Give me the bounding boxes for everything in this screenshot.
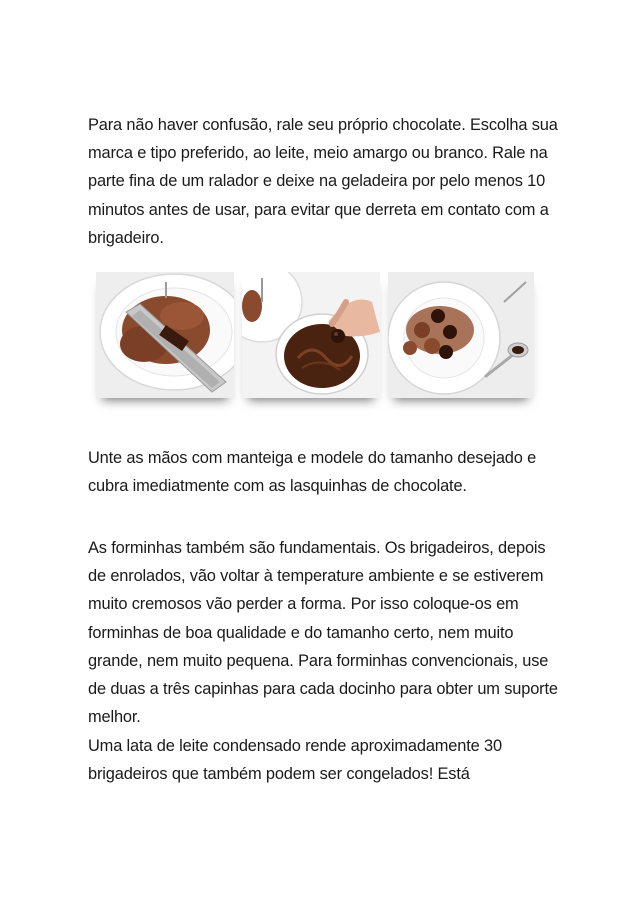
grated-chocolate-image (96, 272, 234, 398)
photo-grated-chocolate (96, 272, 234, 398)
melted-chocolate-image (242, 272, 380, 398)
paragraph-yield: Uma lata de leite condensado rende aproximadamente 30 brigadeiros que também podem ser congelados! Está (88, 737, 502, 784)
photo-brigadeiros-plate (388, 272, 534, 398)
paragraph-shape-brigadeiro: Unte as mãos com manteiga e modele do tamanho desejado e cubra imediatmente com as lasquinhas de chocolate. (88, 449, 537, 496)
brigadeiros-plate-image (388, 272, 534, 398)
photo-melted-chocolate (242, 272, 380, 398)
paragraph-grate-chocolate: Para não haver confusão, rale seu próprio chocolate. Escolha sua marca e tipo preferido, ao leite, meio amargo ou branco. Rale na parte fina de um ralador e deixe na geladeira por pelo menos 10 minutos antes de usar, para evitar que derreta em contato com a brigadeiro. (88, 116, 558, 247)
paragraph-forminhas: As forminhas também são fundamentais. Os brigadeiros, depois de enrolados, vão voltar à temperature ambiente e se estiverem muito cremosos vão perder a forma. Por isso coloque-os em forminhas de boa qualidade e do tamanho certo, nem muito grande, nem muito pequena. Para forminhas convencionais, use de duas a três capinhas para cada docinho para obter um suporte melhor. (88, 539, 558, 727)
photo-strip (96, 262, 534, 412)
